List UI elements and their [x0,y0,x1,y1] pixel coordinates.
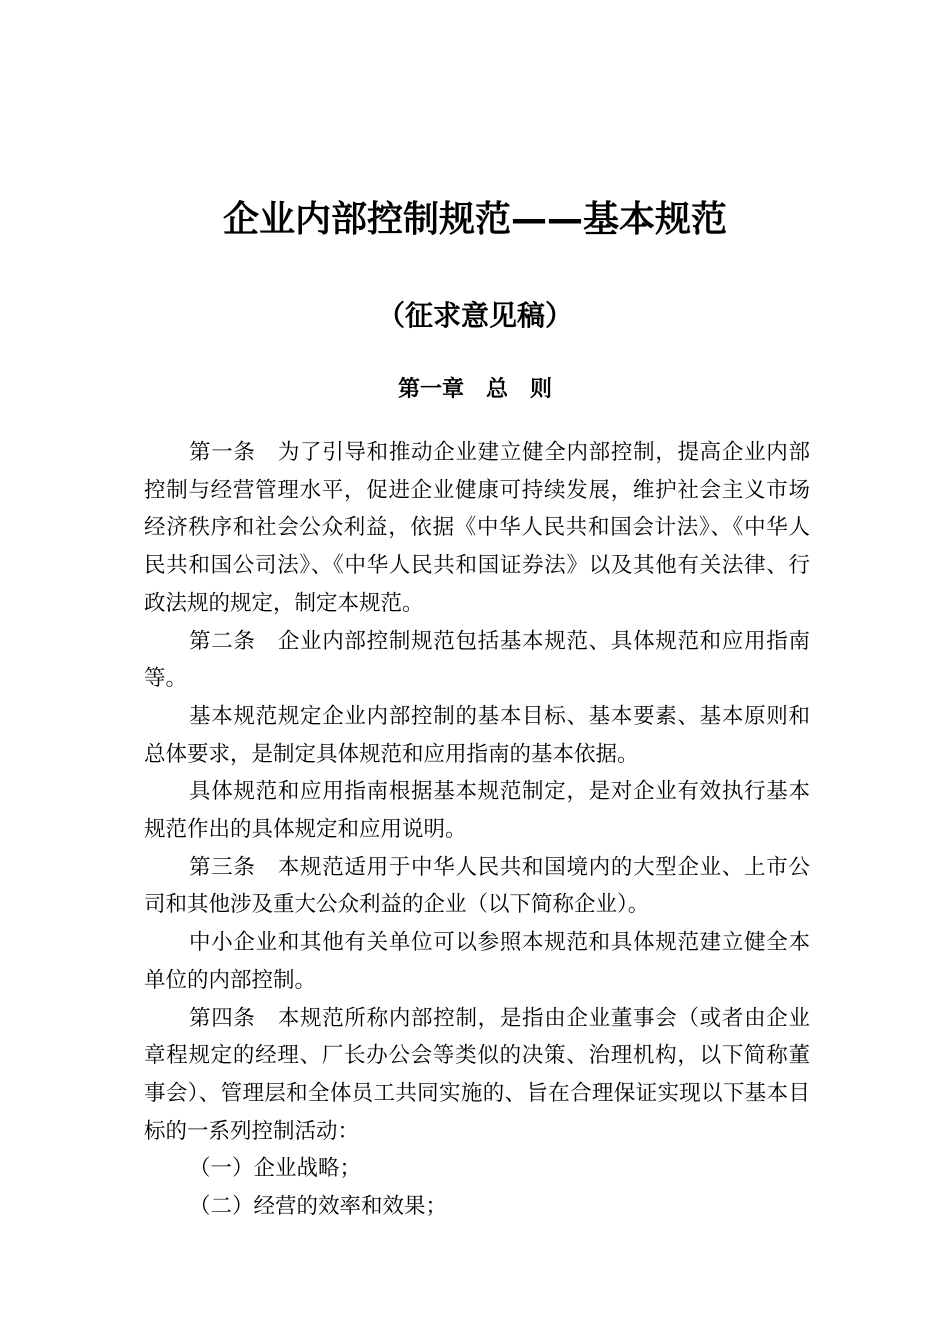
document-body [144,434,810,1226]
list-item-objective-1: （一）企业战略； [189,1156,362,1182]
paragraph-basic-norms: 基本规范规定企业内部控制的基本目标、基本要素、基本原则和总体要求，是制定具体规范和应用指南的基本依据。 [144,703,810,767]
document-title: 企业内部控制规范——基本规范 [222,199,727,240]
paragraph-specific-norms: 具体规范和应用指南根据基本规范制定，是对企业有效执行基本规范作出的具体规定和应用说明。 [144,779,810,843]
document-subtitle: （征求意见稿） [376,299,573,332]
paragraph-article-4: 第四条 本规范所称内部控制，是指由企业董事会（或者由企业章程规定的经理、厂长办公会等类似的决策、治理机构，以下简称董事会）、管理层和全体员工共同实施的、旨在合理保证实现以下基本目标的一系列控制活动： [144,1005,810,1144]
paragraph-sme: 中小企业和其他有关单位可以参照本规范和具体规范建立健全本单位的内部控制。 [144,930,810,993]
chapter-heading: 第一章 总 则 [397,377,552,402]
paragraph-article-2: 第二条 企业内部控制规范包括基本规范、具体规范和应用指南等。 [144,628,810,692]
paragraph-article-1: 第一条 为了引导和推动企业建立健全内部控制，提高企业内部控制与经营管理水平，促进企业健康可持续发展，维护社会主义市场经济秩序和社会公众利益，依据《中华人民共和国会计法》、《中华人民共和国公司法》、《中华人民共和国证券法》以及其他有关法律、行政法规的规定，制定本规范。 [144,440,810,616]
list-item-objective-2: （二）经营的效率和效果； [189,1194,448,1220]
paragraph-article-3: 第三条 本规范适用于中华人民共和国境内的大型企业、上市公司和其他涉及重大公众利益的企业（以下简称企业）。 [144,854,810,918]
